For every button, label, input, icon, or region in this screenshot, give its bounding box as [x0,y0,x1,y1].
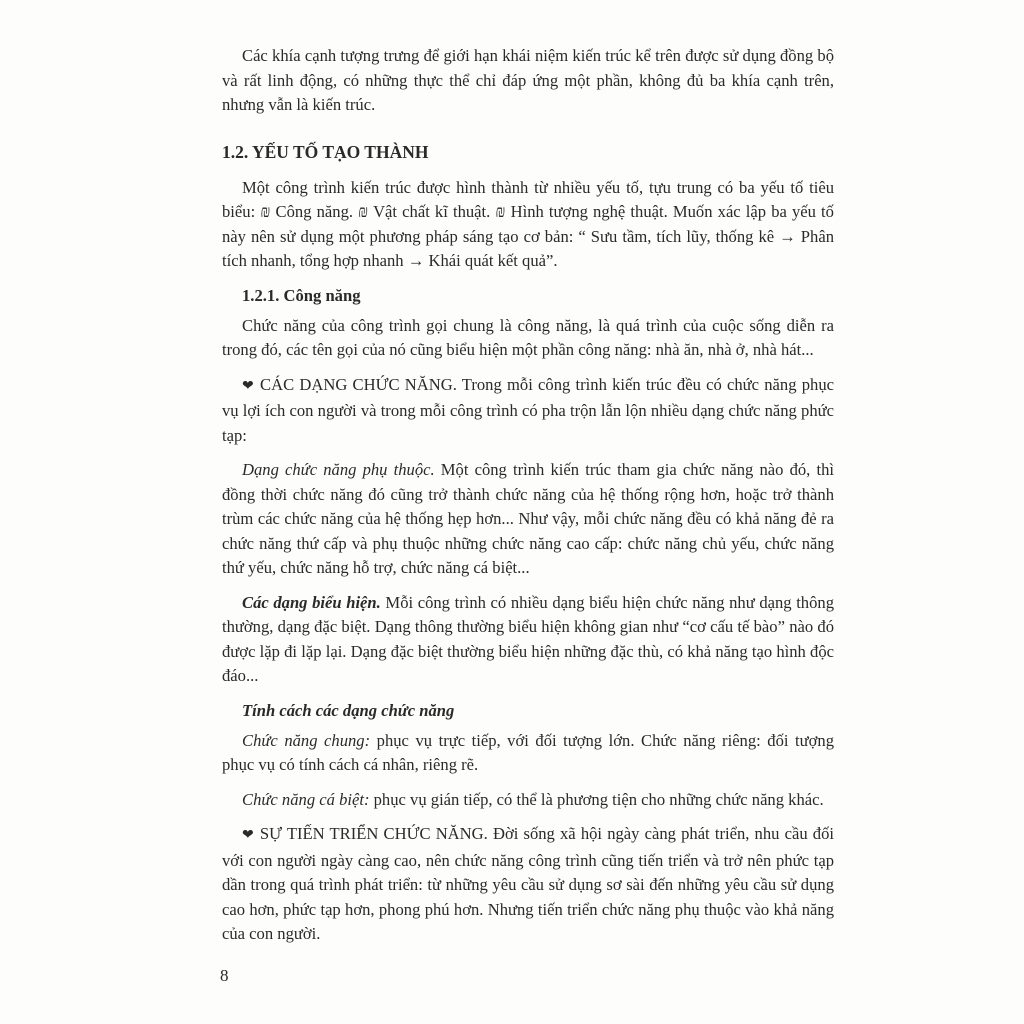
section-heading: 1.2. YẾU TỐ TẠO THÀNH [222,141,429,162]
evolution-text: Đời sống xã hội ngày càng phát triển, nhu cầu đối với con người ngày càng cao, nên chức năng công trình cũng tiến triển và trở nên phức tạp dần trong quá trình phát triển: từ những yêu cầu sử dụng sơ sài đến những yêu cầu sử dụng cao hơn, phức tạp hơn, phong phú hơn. Nhưng tiến triển chức năng phụ thuộc vào khả năng của con người. [222,824,835,943]
section-paragraph-lead: Một công trình kiến trúc được hình thành từ nhiều yếu tố, tựu trung có ba yếu tố tiêu biểu: [222,177,834,221]
general-label: Chức năng chung: [242,730,371,750]
evolution-paragraph [222,822,834,947]
heart-icon: ❤ [242,378,255,394]
general-paragraph [222,729,834,778]
types-label: CÁC DẠNG CHỨC NĂNG. [260,374,457,394]
forms-paragraph [222,591,834,689]
page-content [222,44,834,947]
character-heading: Tính cách các dạng chức năng [242,700,455,720]
dependent-label: Dạng chức năng phụ thuộc. [242,460,435,479]
pi-symbol-icon: ₪ [260,202,271,221]
specific-text: phục vụ gián tiếp, có thể là phương tiện cho những chức năng khác. [369,789,824,809]
dependent-text: Một công trình kiến trúc tham gia chức năng nào đó, thì đồng thời chức năng đó cũng trở thành chức năng của hệ thống rộng hơn, hoặc trở thành trùm các chức năng của hệ thống hẹp hơn... Như vậy, mỗi chức năng đều có khả năng đẻ ra chức năng thứ cấp và phụ thuộc những chức năng cao cấp: chức năng chủ yếu, chức năng thứ yếu, chức năng hỗ trợ, chức năng cá biệt... [222,460,834,577]
subsection-heading: 1.2.1. Công năng [242,285,361,305]
element-function: Công năng. [275,202,354,221]
pi-symbol-icon: ₪ [495,202,506,221]
forms-text: Mỗi công trình có nhiều dạng biểu hiện chức năng như dạng thông thường, dạng đặc biệt. Dạng thông thường biểu hiện không gian như “cơ cấu tế bào” nào đó được lặp đi lặp lại. Dạng đặc biệt thường biểu hiện những đặc thù, có khả năng tạo hình độc đáo... [222,592,834,685]
specific-label: Chức năng cá biệt: [242,789,370,809]
intro-paragraph: Các khía cạnh tượng trưng để giới hạn khái niệm kiến trúc kể trên được sử dụng đồng bộ và rất linh động, có những thực thể chỉ đáp ứng một phần, không đủ ba khía cạnh trên, nhưng vẫn là kiến trúc. [222,46,834,114]
function-paragraph: Chức năng của công trình gọi chung là công năng, là quá trình của cuộc sống diễn ra trong đó, các tên gọi của nó cũng biểu hiện một phần công năng: nhà ăn, nhà ở, nhà hát... [222,315,834,359]
dependent-paragraph [222,458,834,581]
types-text: Trong mỗi công trình kiến trúc đều có chức năng phục vụ lợi ích con người và trong mỗi công trình có pha trộn lẫn lộn nhiều dạng chức năng phức tạp: [222,374,834,445]
section-paragraph [222,176,834,274]
element-material: Vật chất kĩ thuật. [373,202,491,221]
specific-paragraph [222,788,834,813]
pi-symbol-icon: ₪ [358,202,369,221]
section-paragraph-method: Muốn xác lập ba yếu tố này nên sử dụng một phương pháp sáng tạo cơ bản: “ Sưu tầm, tích lũy, thống kê → Phân tích nhanh, tổng hợp nhanh → Khái quát kết quả”. [222,202,834,270]
evolution-label: SỰ TIẾN TRIỂN CHỨC NĂNG. [259,824,488,843]
types-paragraph [222,373,834,449]
heart-icon: ❤ [242,828,255,843]
forms-label: Các dạng biểu hiện. [242,592,381,612]
element-art: Hình tượng nghệ thuật. [510,202,668,221]
page-number: 8 [220,966,229,985]
general-text: phục vụ trực tiếp, với đối tượng lớn. Chức năng riêng: đối tượng phục vụ có tính cách cá nhân, riêng rẽ. [222,730,835,774]
